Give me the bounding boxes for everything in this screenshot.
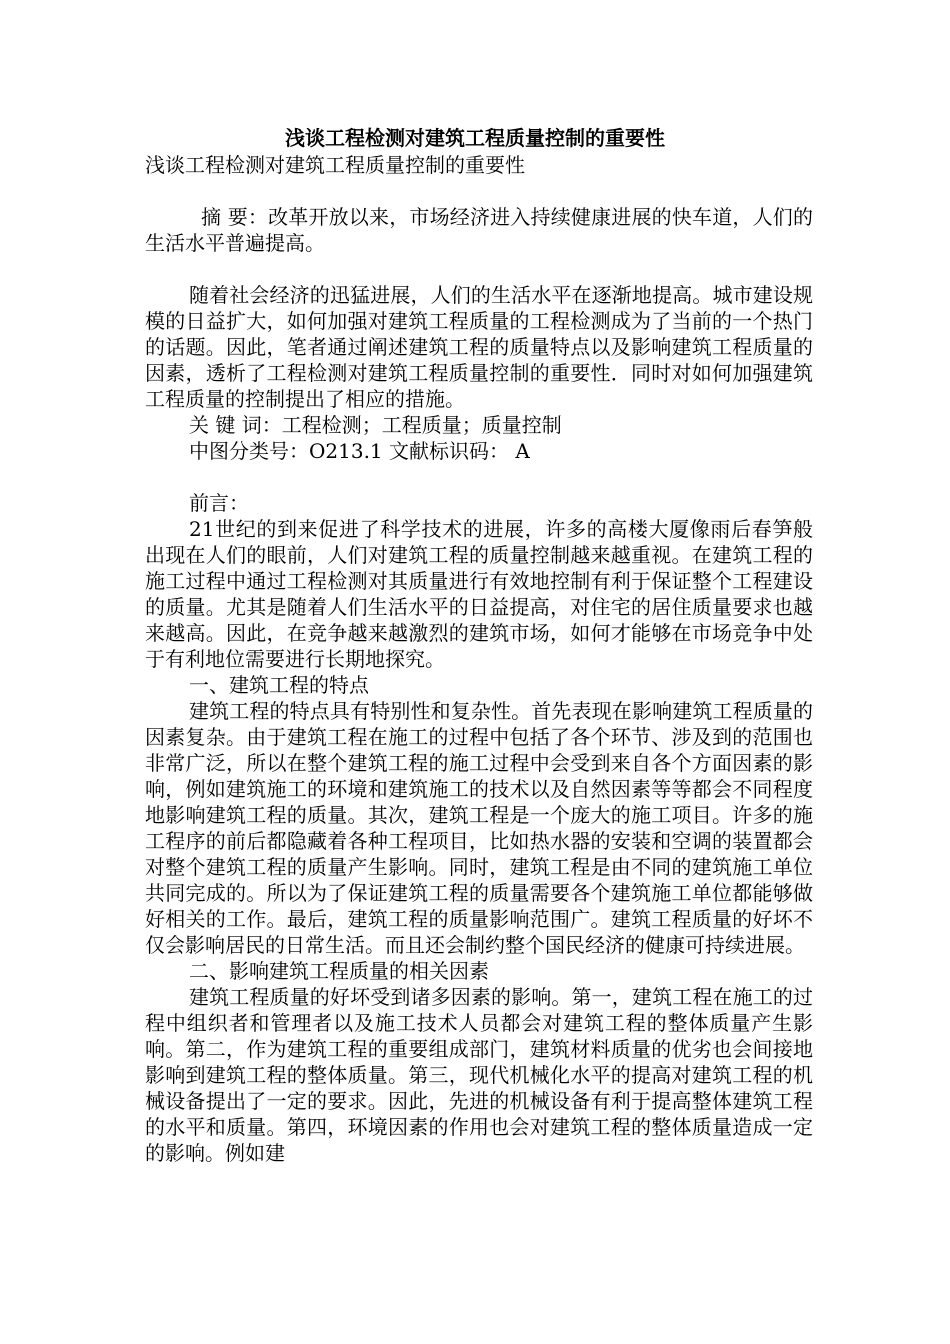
abstract-paragraph: 摘 要：改革开放以来，市场经济进入持续健康进展的快车道，人们的生活水平普遍提高。 [145, 205, 813, 255]
intro-paragraph: 随着社会经济的迅猛进展，人们的生活水平在逐渐地提高。城市建设规模的日益扩大，如何加强对建筑工程质量的工程检测成为了当前的一个热门的话题。因此，笔者通过阐述建筑工程的质量特点以及影响建筑工程质量的因素，透析了工程检测对建筑工程质量控制的重要性．同时对如何加强建筑工程质量的控制提出了相应的措施。 [145, 283, 813, 411]
section-paragraph-1: 建筑工程的特点具有特别性和复杂性。首先表现在影响建筑工程质量的因素复杂。由于建筑工程在施工的过程中包括了各个环节、涉及到的范围也非常广泛，所以在整个建筑工程的施工过程中会受到来自各个方面因素的影响，例如建筑施工的环境和建筑施工的技术以及自然因素等等都会不同程度地影响建筑工程的质量。其次，建筑工程是一个庞大的施工项目。许多的施工程序的前后都隐藏着各种工程项目，比如热水器的安装和空调的装置都会对整个建筑工程的质量产生影响。同时，建筑工程是由不同的建筑施工单位共同完成的。所以为了保证建筑工程的质量需要各个建筑施工单位都能够做好相关的工作。最后，建筑工程的质量影响范围广。建筑工程质量的好坏不仅会影响居民的日常生活。而且还会制约整个国民经济的健康可持续进展。 [145, 699, 813, 957]
section-paragraph-2: 建筑工程质量的好坏受到诸多因素的影响。第一，建筑工程在施工的过程中组织者和管理者以及施工技术人员都会对建筑工程的整体质量产生影响。第二，作为建筑工程的重要组成部门，建筑材料质量的优劣也会间接地影响到建筑工程的整体质量。第三，现代机械化水平的提高对建筑工程的机械设备提出了一定的要求。因此，先进的机械设备有利于提高整体建筑工程的水平和质量。第四，环境因素的作用也会对建筑工程的整体质量造成一定的影响。例如建 [145, 985, 813, 1165]
classification-line: 中图分类号：O213.1 文献标识码： A [189, 439, 530, 463]
spacer [145, 178, 813, 204]
spacer [145, 256, 813, 282]
document-title: 浅谈工程检测对建筑工程质量控制的重要性 [285, 126, 665, 150]
preface-paragraph: 21世纪的到来促进了科学技术的进展，许多的高楼大厦像雨后春笋般出现在人们的眼前，人们对建筑工程的质量控制越来越重视。在建筑工程的施工过程中通过工程检测对其质量进行有效地控制有利于保证整个工程建设的质量。尤其是随着人们生活水平的日益提高，对住宅的居住质量要求也越来越高。因此，在竞争越来越激烈的建筑市场，如何才能够在市场竞争中处于有利地位需要进行长期地探究。 [145, 517, 813, 671]
section-heading-1: 一、建筑工程的特点 [189, 673, 369, 697]
keywords-line: 关 键 词：工程检测；工程质量；质量控制 [189, 413, 562, 437]
preface-heading: 前言： [189, 491, 249, 515]
section-heading-2: 二、影响建筑工程质量的相关因素 [189, 959, 489, 983]
spacer [145, 464, 813, 490]
document-subtitle: 浅谈工程检测对建筑工程质量控制的重要性 [145, 153, 525, 177]
document-body [145, 152, 813, 1166]
